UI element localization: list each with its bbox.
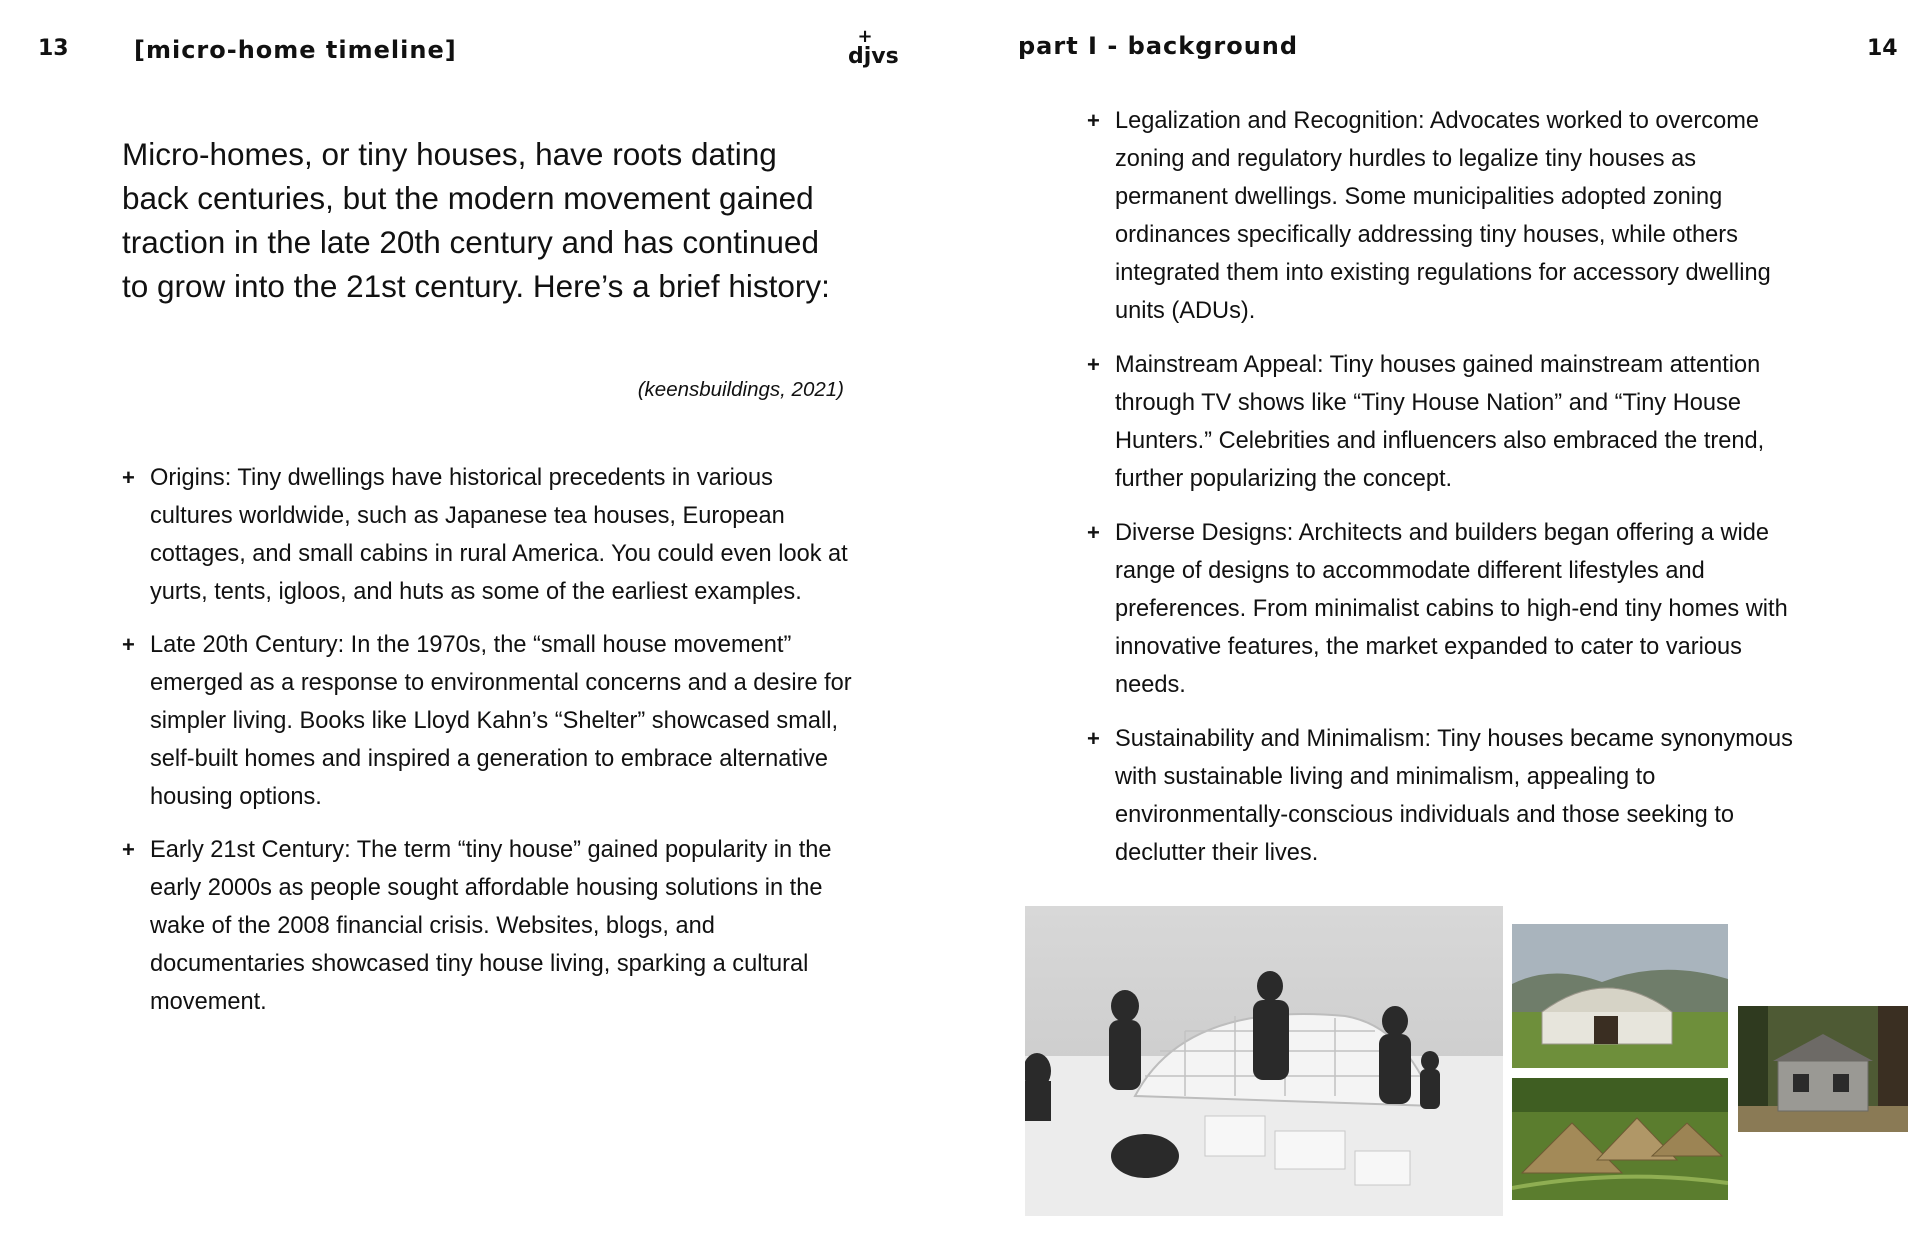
bullet-marker: +	[1087, 726, 1100, 751]
logo-text: djvs	[848, 44, 899, 69]
bullet-early-21st-century: + Early 21st Century: The term “tiny house” gained popularity in the early 2000s as people sought affordable housing solutions in the wake of the 2008 financial crisis. Websites, blogs, and documentaries showcased tiny house living, sparking a cultural movement.	[122, 831, 862, 1021]
bullet-mainstream-appeal: + Mainstream Appeal: Tiny houses gained mainstream attention through TV shows like “Tiny House Nation” and “Tiny House Hunters.” Celebrities and influencers also embraced the trend, further popularizing the concept.	[1087, 346, 1797, 498]
left-page-number: 13	[38, 36, 69, 61]
right-bullet-list	[1087, 102, 1797, 872]
right-section-title: part I - background	[1018, 32, 1299, 60]
bullet-origins: + Origins: Tiny dwellings have historical precedents in various cultures worldwide, such as Japanese tea houses, European cottages, and small cabins in rural America. You could even look at yurts, tents, igloos, and huts as some of the earliest examples.	[122, 459, 862, 611]
igloo-photo	[1025, 906, 1503, 1216]
bullet-marker: +	[1087, 520, 1100, 545]
intro-paragraph: Micro-homes, or tiny houses, have roots dating back centuries, but the modern movement gained traction in the late 20th century and has continued to grow into the 21st century. Here’s a brief history:	[122, 136, 830, 304]
yurt-photo	[1512, 924, 1728, 1068]
bullet-legalization: + Legalization and Recognition: Advocates worked to overcome zoning and regulatory hurdles to legalize tiny houses as permanent dwellings. Some municipalities adopted zoning ordinances specifically addressing tiny houses, while others integrated them into existing regulations for accessory dwelling units (ADUs).	[1087, 102, 1797, 330]
left-section-title: [micro-home timeline]	[134, 36, 457, 64]
bullet-marker: +	[1087, 108, 1100, 133]
left-bullet-list	[122, 459, 862, 1021]
thatched-huts-photo	[1512, 1078, 1728, 1200]
bullet-late-20th-century: + Late 20th Century: In the 1970s, the “small house movement” emerged as a response to environmental concerns and a desire for simpler living. Books like Lloyd Kahn’s “Shelter” showcased small, self-built homes and inspired a generation to embrace alternative housing options.	[122, 626, 862, 816]
bullet-marker: +	[122, 837, 135, 862]
bullet-diverse-designs: + Diverse Designs: Architects and builders began offering a wide range of designs to accommodate different lifestyles and preferences. From minimalist cabins to high-end tiny homes with innovative features, the market expanded to cater to various needs.	[1087, 514, 1797, 704]
bullet-marker: +	[122, 632, 135, 657]
bullet-sustainability: + Sustainability and Minimalism: Tiny houses became synonymous with sustainable living and minimalism, appealing to environmentally-conscious individuals and those seeking to declutter their lives.	[1087, 720, 1797, 872]
citation: (keensbuildings, 2021)	[637, 378, 844, 401]
logo-cross: +	[857, 26, 873, 47]
brand-logo	[848, 26, 899, 69]
bullet-marker: +	[1087, 352, 1100, 377]
cabin-photo	[1738, 1006, 1908, 1132]
right-page-number: 14	[1867, 36, 1898, 61]
bullet-marker: +	[122, 465, 135, 490]
